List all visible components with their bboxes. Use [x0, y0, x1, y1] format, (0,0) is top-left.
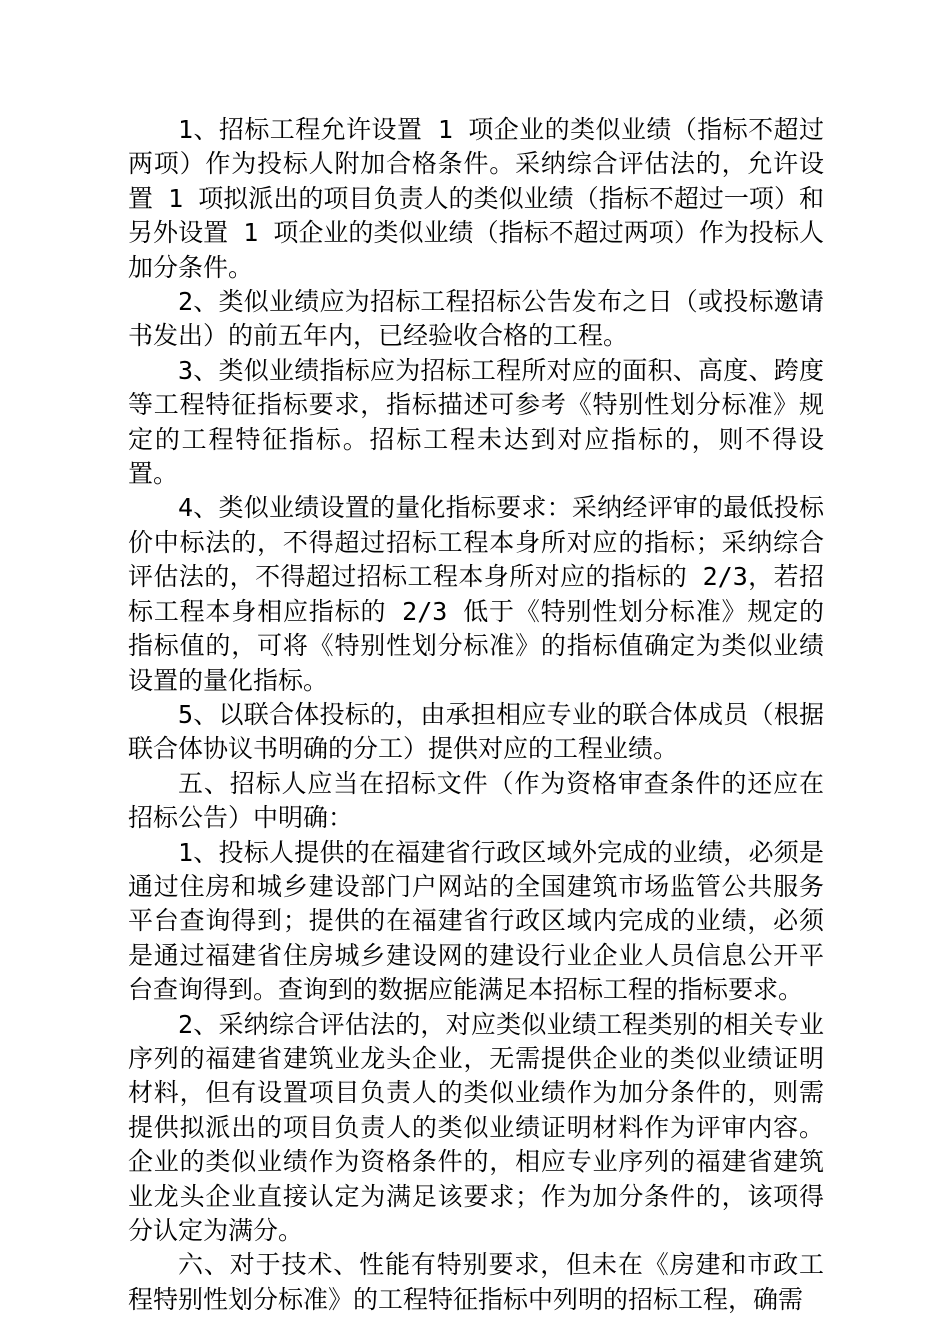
paragraph-6: 1、投标人提供的在福建省行政区域外完成的业绩，必须是通过住房和城乡建设部门户网站的全国建筑市场监管公共服务平台查询得到；提供的在福建省行政区域内完成的业绩，必须是通过福建省住房城乡建设网的建设行业企业人员信息公开平台查询得到。查询到的数据应能满足本招标工程的指标要求。: [128, 837, 824, 1005]
paragraph-2: 2、类似业绩应为招标工程招标公告发布之日（或投标邀请书发出）的前五年内，已经验收合格的工程。: [128, 287, 824, 351]
paragraph-7: 2、采纳综合评估法的，对应类似业绩工程类别的相关专业序列的福建省建筑业龙头企业，无需提供企业的类似业绩证明材料，但有设置项目负责人的类似业绩作为加分条件的，则需提供拟派出的项目负责人的类似业绩证明材料作为评审内容。企业的类似业绩作为资格条件的，相应专业序列的福建省建筑业龙头企业直接认定为满足该要求；作为加分条件的，该项得分认定为满分。: [128, 1009, 824, 1245]
section-six-heading: 六、对于技术、性能有特别要求，但未在《房建和市政工程特别性划分标准》的工程特征指标中列明的招标工程，确需: [128, 1250, 824, 1314]
document-body: [128, 113, 824, 1317]
paragraph-5: 5、以联合体投标的，由承担相应专业的联合体成员（根据联合体协议书明确的分工）提供对应的工程业绩。: [128, 699, 824, 764]
section-five-heading: 五、招标人应当在招标文件（作为资格审查条件的还应在招标公告）中明确：: [128, 768, 824, 833]
paragraph-4: 4、类似业绩设置的量化指标要求：采纳经评审的最低投标价中标法的，不得超过招标工程本身所对应的指标；采纳综合评估法的，不得超过招标工程本身所对应的指标的 2/3，若招标工程本身相应指标的 2/3 低于《特别性划分标准》规定的指标值的，可将《特别性划分标准》的指标值确定为类似业绩设置的量化指标。: [128, 493, 824, 695]
paragraph-3: 3、类似业绩指标应为招标工程所对应的面积、高度、跨度等工程特征指标要求，指标描述可参考《特别性划分标准》规定的工程特征指标。招标工程未达到对应指标的，则不得设置。: [128, 355, 824, 489]
paragraph-1: 1、招标工程允许设置 1 项企业的类似业绩（指标不超过两项）作为投标人附加合格条件。采纳综合评估法的，允许设置 1 项拟派出的项目负责人的类似业绩（指标不超过一项）和另外设置 1 项企业的类似业绩（指标不超过两项）作为投标人加分条件。: [128, 115, 824, 282]
